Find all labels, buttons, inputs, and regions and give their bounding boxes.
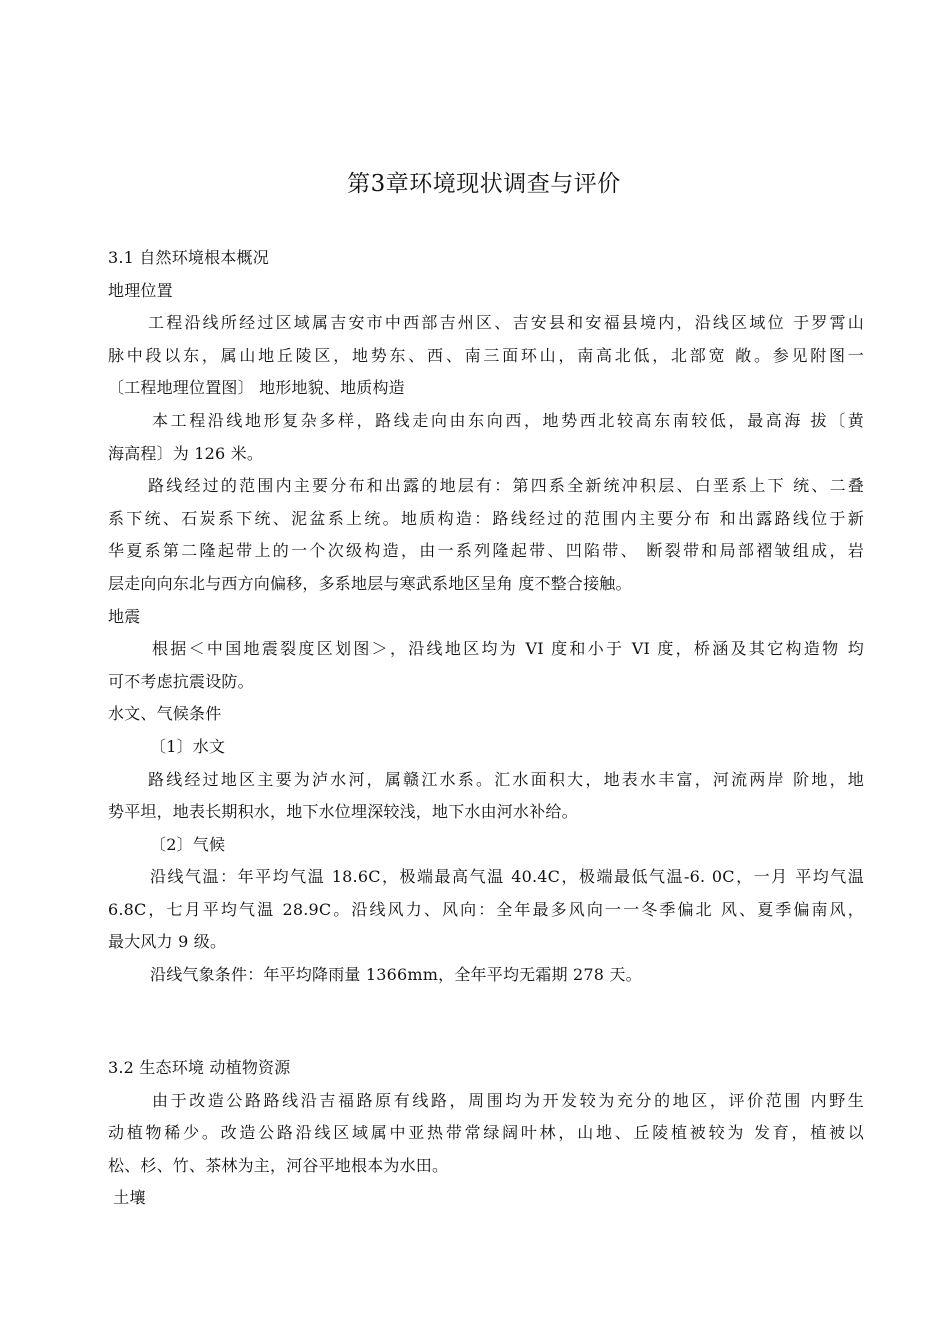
subheading: 〔2〕气候 [150,834,226,854]
paragraph-line: 可不考虑抗震设防。 [108,671,254,691]
paragraph-line: 系下统、石炭系下统、泥盆系上统。地质构造：路线经过的范围内主要分布 和出露路线位于新 [108,508,864,528]
paragraph-line: 沿线气温：年平均气温 18.6C，极端最高气温 40.4C，极端最低气温-6. 0C，一月 平均气温 [150,867,864,887]
section-heading: 3.2 生态环境 动植物资源 [108,1058,291,1077]
section-3-2 [108,1052,864,1215]
paragraph-line: 〔工程地理位置图〕 地形地貌、地质构造 [108,378,405,398]
paragraph-line: 松、杉、竹、茶林为主，河谷平地根本为水田。 [108,1155,449,1175]
paragraph-line: 本工程沿线地形复杂多样，路线走向由东向西，地势西北较高东南较低，最高海 拔〔黄 [152,410,864,430]
subheading: 〔1〕水文 [150,736,226,756]
paragraph-line: 势平坦，地表长期积水，地下水位埋深较浅，地下水由河水补给。 [108,802,578,822]
paragraph-line: 由于改造公路路线沿吉福路原有线路，周围均为开发较为充分的地区，评价范围 内野生 [152,1090,864,1110]
paragraph-line: 根据＜中国地震裂度区划图＞，沿线地区均为 VI 度和小于 VI 度，桥涵及其它构造物 均 [152,639,864,659]
paragraph-line: 路线经过的范围内主要分布和出露的地层有：第四系全新统冲积层、白垩系上下 统、二叠 [148,476,864,496]
paragraph-line: 层走向向东北与西方向偏移，多系地层与寒武系地区呈角 度不整合接触。 [108,573,632,593]
subheading: 地震 [108,606,141,626]
paragraph-line: 华夏系第二隆起带上的一个次级构造，由一系列隆起带、凹陷带、 断裂带和局部褶皱组成，岩 [108,541,864,561]
paragraph-line: 6.8C，七月平均气温 28.9C。沿线风力、风向：全年最多风向一一冬季偏北 风、夏季偏南风， [108,899,864,919]
section-3-1 [108,242,864,992]
paragraph-line: 最大风力 9 级。 [108,932,227,952]
paragraph-line: 脉中段以东，属山地丘陵区，地势东、西、南三面环山，南高北低，北部宽 敞。参见附图一 [108,345,864,365]
section-heading: 3.1 自然环境根本概况 [108,248,269,267]
paragraph-line: 路线经过地区主要为泸水河，属赣江水系。汇水面积大，地表水丰富，河流两岸 阶地，地 [148,769,864,789]
paragraph-line: 工程沿线所经过区域属吉安市中西部吉州区、吉安县和安福县境内，沿线区域位 于罗霄山 [148,313,864,333]
chapter-title: 第3章环境现状调查与评价 [347,171,621,197]
paragraph-line: 海高程〕为 126 米。 [108,443,264,463]
subheading: 地理位置 [108,280,173,300]
paragraph-line: 动植物稀少。改造公路沿线区域属中亚热带常绿阔叶林，山地、丘陵植被较为 发育，植被以 [108,1123,864,1143]
paragraph-line: 沿线气象条件：年平均降雨量 1366mm，全年平均无霜期 278 天。 [150,965,642,985]
subheading: 水文、气候条件 [108,704,222,724]
subheading: 土壤 [108,1188,146,1208]
